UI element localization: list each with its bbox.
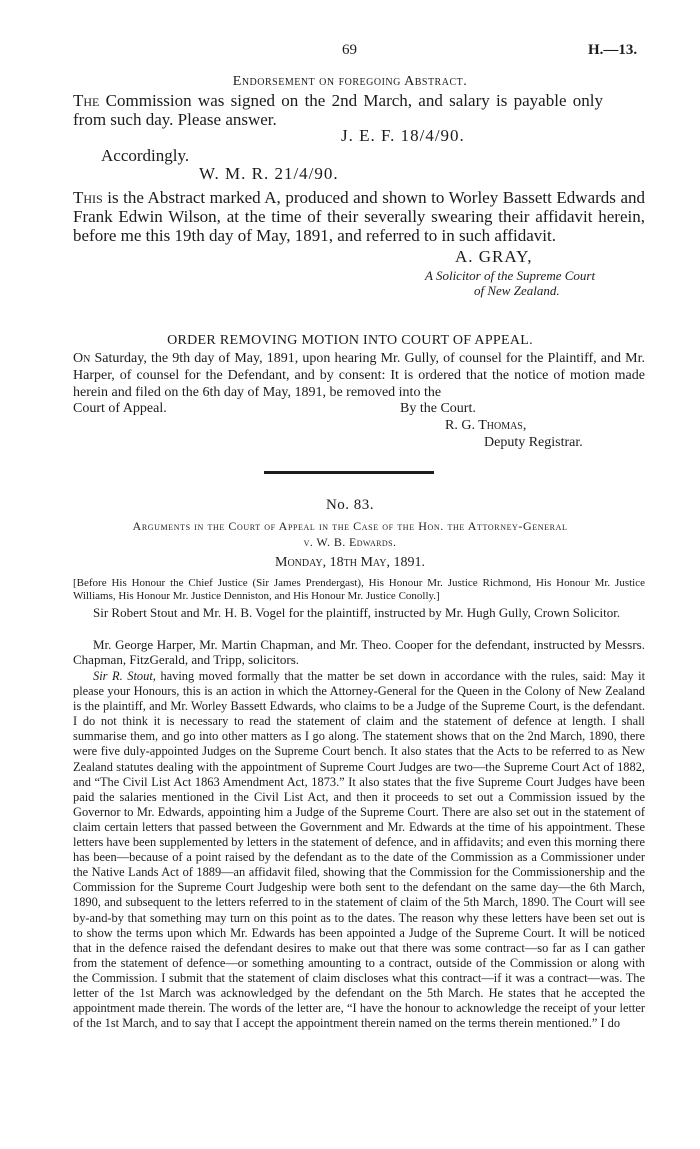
endorsement-title: Endorsement on foregoing Abstract. bbox=[232, 74, 468, 89]
order-title: ORDER REMOVING MOTION INTO COURT OF APPEAL. bbox=[167, 333, 533, 348]
bench-composition: [Before His Honour the Chief Justice (Sir James Prendergast), His Honour Mr. Justice Richmond, His Honour Mr. Justice Williams, His Honour Mr. Justice Denniston, and His Honour Mr. Justice Conolly.] bbox=[73, 577, 645, 602]
order-signer-title: Deputy Registrar. bbox=[484, 435, 583, 450]
argument-speaker: Sir R. Stout, bbox=[93, 669, 156, 683]
section-divider bbox=[264, 471, 434, 474]
page-number: 69 bbox=[342, 42, 357, 58]
abstract-signer: A. GRAY, bbox=[455, 247, 533, 266]
hearing-date: Monday, 18th May, 1891. bbox=[275, 555, 425, 570]
endorsement-body: Commission was signed on the 2nd March, and salary is payable only from such day. Please answer. bbox=[73, 91, 603, 129]
abstract-signer-title: A Solicitor of the Supreme Court bbox=[425, 268, 596, 283]
case-number: No. 83. bbox=[325, 497, 375, 513]
case-title-line-2: v. W. B. Edwards. bbox=[303, 535, 397, 549]
endorsement-text bbox=[73, 91, 603, 129]
abstract-body: is the Abstract marked A, produced and shown to Worley Bassett Edwards and Frank Edwin Wilson, at the time of their severally swearing their affidavit herein, before me this 19th day of May, 1891, and referred to in such affidavit. bbox=[73, 188, 645, 245]
order-signer: R. G. Thomas, bbox=[445, 418, 527, 433]
order-body: Saturday, the 9th day of May, 1891, upon hearing Mr. Gully, of counsel for the Plaintiff, and Mr. Harper, of counsel for the Defendant, and by consent: It is ordered that the notice of motion made herein and filed on the 6th day of May, 1891, be removed into the bbox=[73, 351, 645, 400]
abstract-signer-title-2: of New Zealand. bbox=[474, 283, 560, 298]
document-reference: H.—13. bbox=[588, 42, 638, 58]
order-text-end: Court of Appeal. bbox=[73, 401, 167, 416]
endorsement-signature: J. E. F. 18/4/90. bbox=[341, 126, 465, 145]
argument-paragraph bbox=[73, 669, 645, 1031]
accordingly-text: Accordingly. bbox=[101, 146, 190, 165]
case-title: Arguments in the Court of Appeal in the Case of the Hon. the Attorney-General bbox=[132, 519, 568, 533]
argument-text: having moved formally that the matter be set down in accordance with the rules, said: May it please your Honours, this is an action in which the Attorney-General for the Queen in the Colony of New Zealand is the plaintiff, and Mr. Worley Bassett Edwards, who claims to be a Judge of the Supreme Court, is the defendant. I do not think it is necessary to read the statement of claim and the statement of defence at length. I shall summarise them, and go into other matters as I go along. The statement shows that on the 2nd March, 1890, there were five duly-appointed Judges on the Supreme Court bench. It also states that the Acts to be referred to as New Zealand statutes dealing with the appointment of Supreme Court Judges are two—the Supreme Court Act of 1882, and “The Civil List Act 1863 Amendment Act, 1873.” It also states that the five Supreme Court Judges have been paid the salaries mentioned in the Civil List Act, and then it proceeds to set out a Commission issued by the Governor to Mr. Edwards, appointing him a Judge of the Supreme Court. There are also set out in the statement of claim certain letters that passed between the Government and Mr. Edwards at the time of his appointment. These letters have been supplemented by letters in the statement of defence, and in affidavits; and even this morning there has been—because of a point raised by the defendant as to the date of the Commission as a Commissioner under the Native Lands Act of 1889—an affidavit filed, showing that the Commission for the Commissionership and the Commission for the Supreme Court Judgeship were both sent to the defendant on the same day—the 6th March, 1890, and subsequent to the letters referred to in the statement of claim of the 5th March, 1890. The Court will see by-and-by that something may turn on this point as to the dates. The reason why these letters have been set out is to show the terms upon which Mr. Edwards has been appointed a Judge of the Supreme Court. It will be noticed that in the defence raised the defendant desires to make out that there was some contract—so far as I can gather from the statement of defence—or something amounting to a contract, outside of the Commission or along with the Commission. I submit that the statement of claim discloses what this contract—if it was a contract—was. The letter of the 1st March was acknowledged by the defendant on the 5th March. He states that he accepted the appointment made therein. The words of the letter are, “I have the honour to acknowledge the receipt of your letter of the 1st March, and to say that I accept the appointment therein named on the terms therein mentioned.” I do bbox=[73, 669, 646, 1031]
reply-signature: W. M. R. 21/4/90. bbox=[199, 164, 339, 183]
abstract-lead: This bbox=[73, 188, 103, 207]
order-lead: On bbox=[73, 351, 91, 366]
order-text bbox=[73, 350, 645, 401]
plaintiff-counsel: Sir Robert Stout and Mr. H. B. Vogel for the plaintiff, instructed by Mr. Hugh Gully, Crown Solicitor. bbox=[93, 605, 621, 620]
by-the-court: By the Court. bbox=[400, 401, 476, 416]
endorsement-lead: The bbox=[73, 91, 100, 110]
abstract-text bbox=[73, 188, 645, 245]
defendant-counsel: Mr. George Harper, Mr. Martin Chapman, and Mr. Theo. Cooper for the defendant, instructed by Messrs. Chapman, FitzGerald, and Tripp, solicitors. bbox=[73, 637, 645, 667]
